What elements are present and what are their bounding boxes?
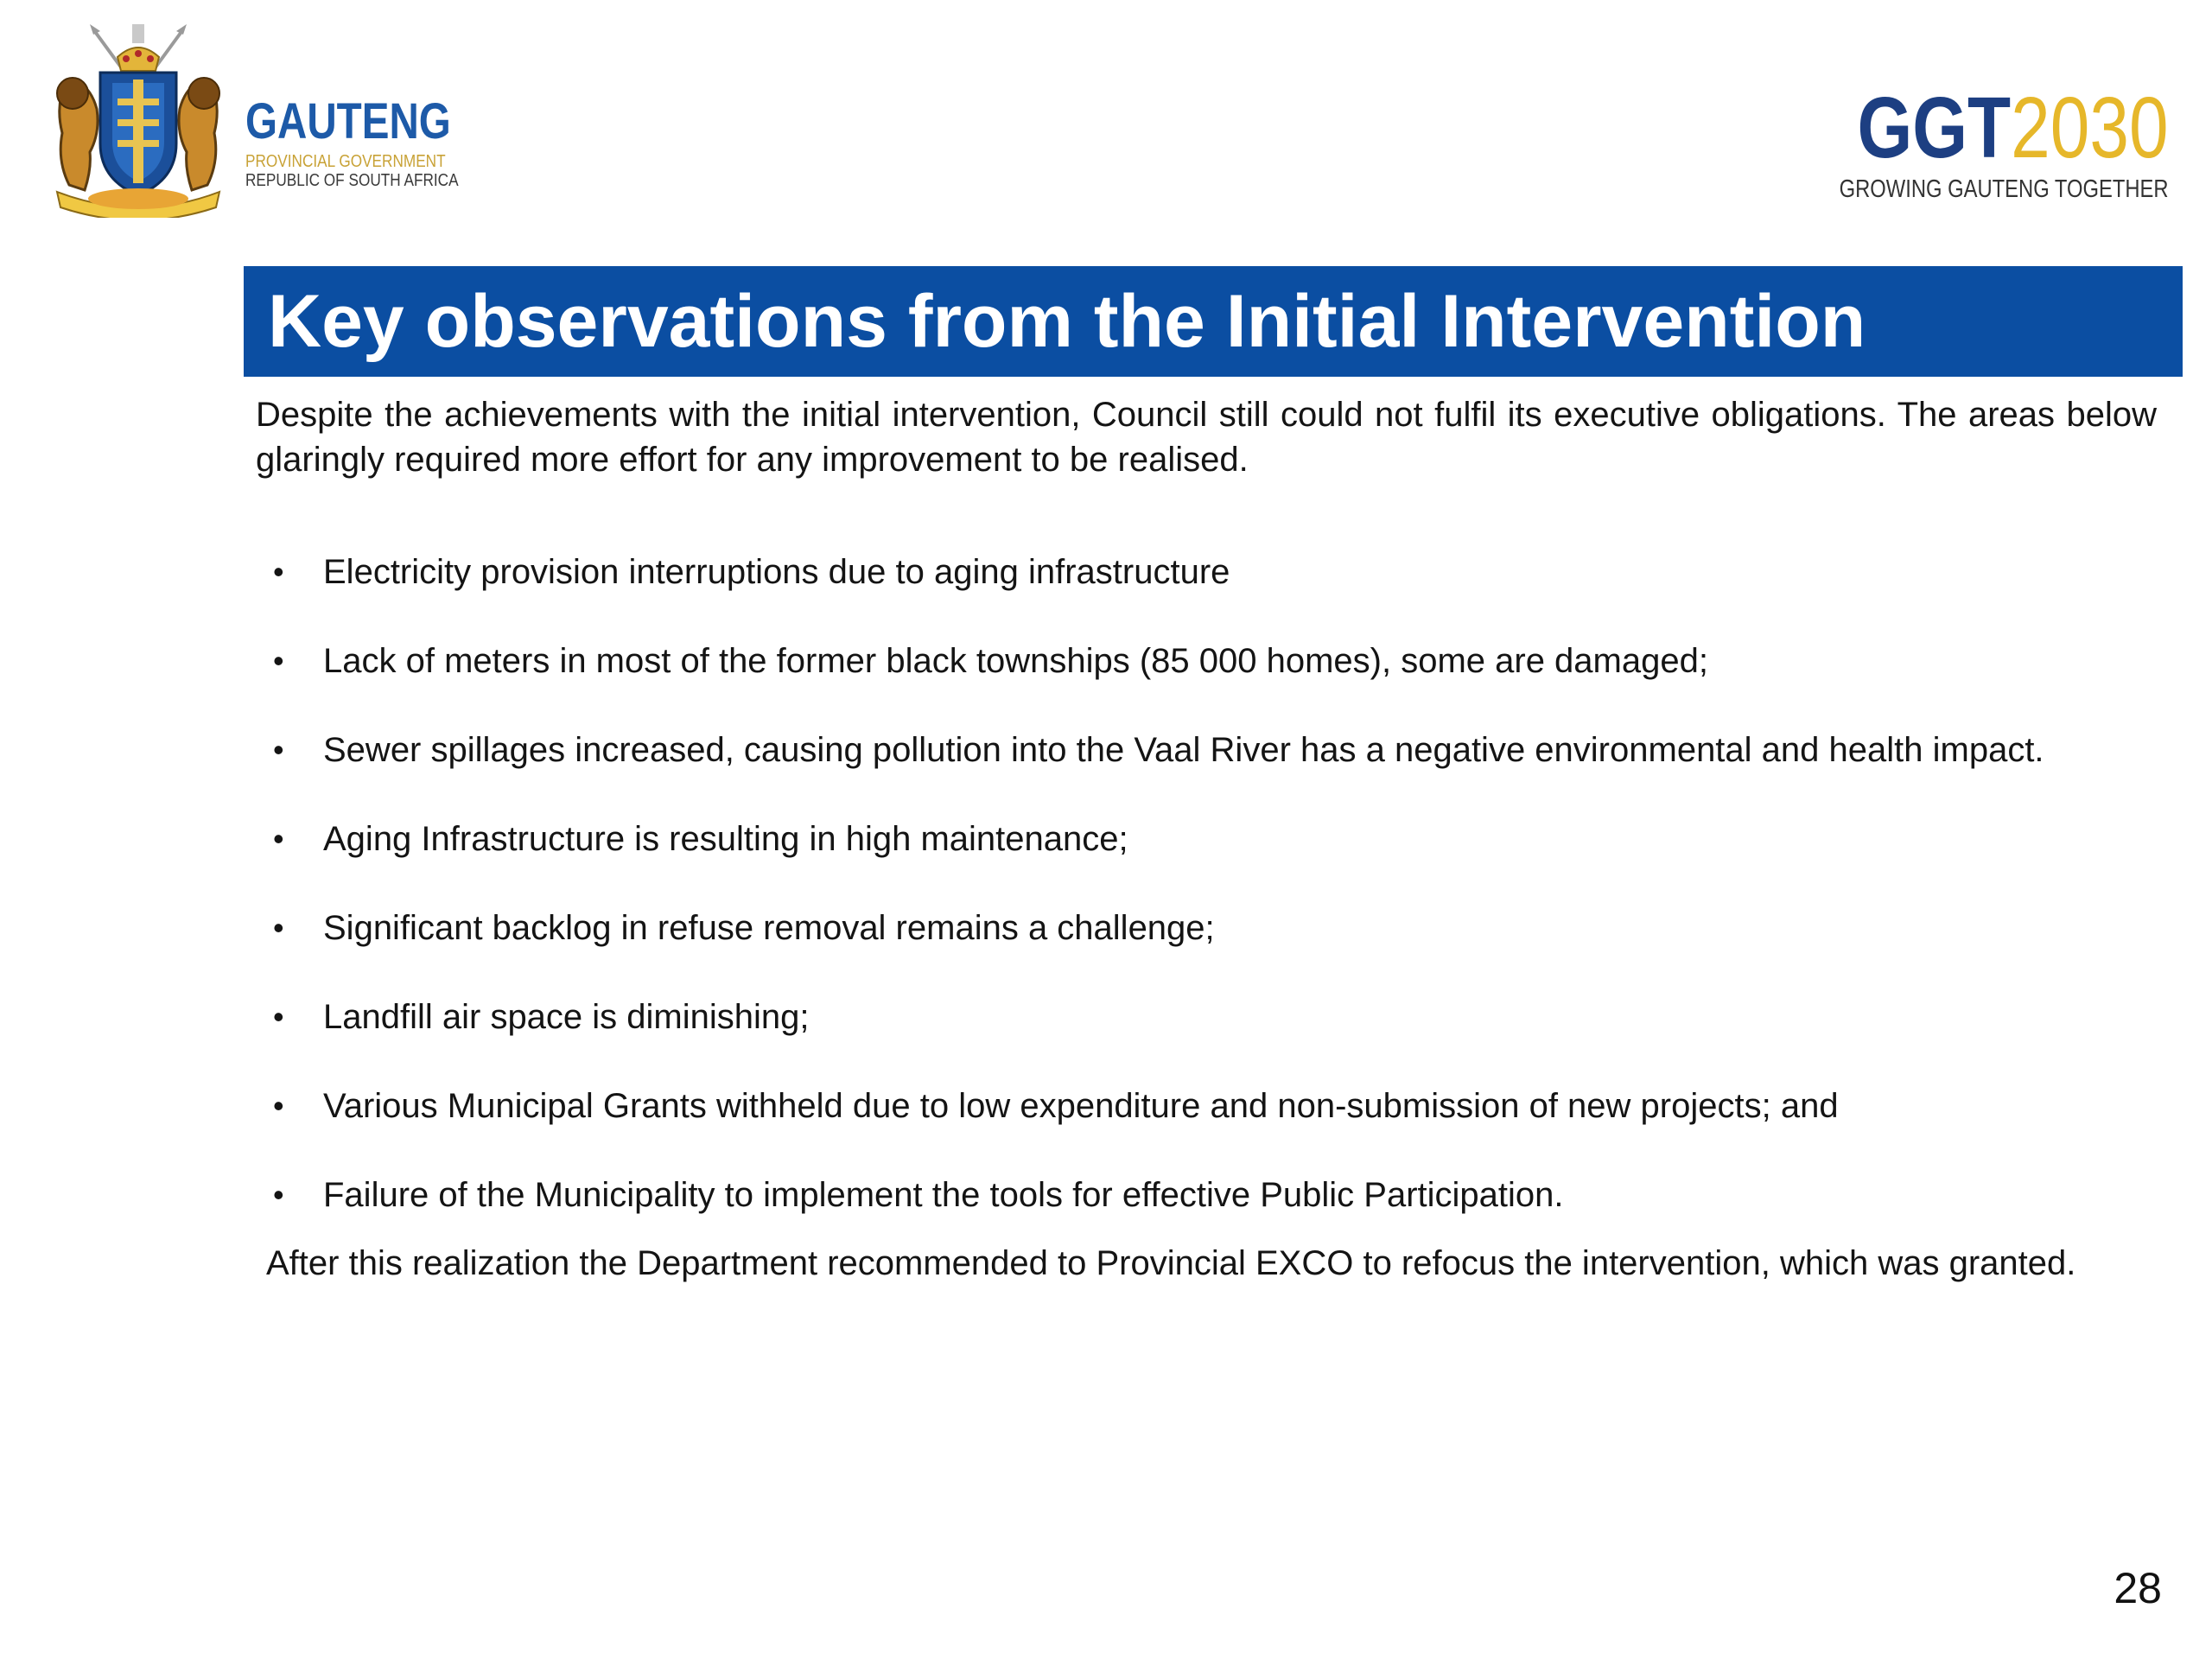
gauteng-republic: REPUBLIC OF SOUTH AFRICA xyxy=(245,171,459,190)
observation-text: Landfill air space is diminishing; xyxy=(323,998,810,1036)
observation-item xyxy=(273,989,2191,1078)
intro-paragraph: Despite the achievements with the initial intervention, Council still could not fulfil its executive obligations. The areas below glaringly required more effort for any improvement to be realised. xyxy=(256,396,2157,479)
bullet-icon: • xyxy=(273,821,284,856)
observation-text: Electricity provision interruptions due to aging infrastructure xyxy=(323,553,1230,591)
closing-paragraph: After this realization the Department recommended to Provincial EXCO to refocus the intervention, which was granted. xyxy=(266,1244,2076,1282)
gauteng-wordmark xyxy=(245,93,459,190)
ggt2030-logo xyxy=(1767,79,2169,203)
page-number: 28 xyxy=(2113,1564,2162,1612)
ggt-year: 2030 xyxy=(2011,79,2169,176)
bullet-icon: • xyxy=(273,1177,284,1212)
bullet-icon: • xyxy=(273,732,284,767)
observation-item xyxy=(273,544,2191,633)
observation-item xyxy=(273,900,2191,989)
bullet-icon: • xyxy=(273,999,284,1034)
bullet-icon: • xyxy=(273,1088,284,1123)
slide-title: Key observations from the Initial Intervention xyxy=(268,280,1866,363)
bullet-icon: • xyxy=(273,554,284,589)
observation-text: Various Municipal Grants withheld due to low expenditure and non-submission of new projects; and xyxy=(323,1087,1839,1125)
ggt2030-wordmark xyxy=(1840,79,2169,176)
observation-text: Aging Infrastructure is resulting in high maintenance; xyxy=(323,820,1128,858)
gauteng-provincial-government: PROVINCIAL GOVERNMENT xyxy=(245,152,446,171)
observation-text: Sewer spillages increased, causing pollution into the Vaal River has a negative environmental and health impact. xyxy=(323,731,2044,769)
ggt-letters: GGT xyxy=(1857,79,2012,176)
observation-item xyxy=(273,633,2191,722)
title-bar xyxy=(244,266,2183,377)
observation-item xyxy=(273,1078,2191,1167)
observation-item xyxy=(273,811,2191,900)
ggt2030-tagline: GROWING GAUTENG TOGETHER xyxy=(1840,175,2169,203)
observation-list xyxy=(273,544,2191,1256)
bullet-icon: • xyxy=(273,910,284,945)
observation-text: Significant backlog in refuse removal remains a challenge; xyxy=(323,909,1215,947)
bullet-icon: • xyxy=(273,643,284,678)
observation-text: Lack of meters in most of the former black townships (85 000 homes), some are damaged; xyxy=(323,642,1708,680)
gauteng-name: GAUTENG xyxy=(245,93,451,149)
observation-item xyxy=(273,722,2191,811)
observation-text: Failure of the Municipality to implement the tools for effective Public Participation. xyxy=(323,1176,1564,1214)
gauteng-coat-of-arms-icon xyxy=(40,22,237,218)
